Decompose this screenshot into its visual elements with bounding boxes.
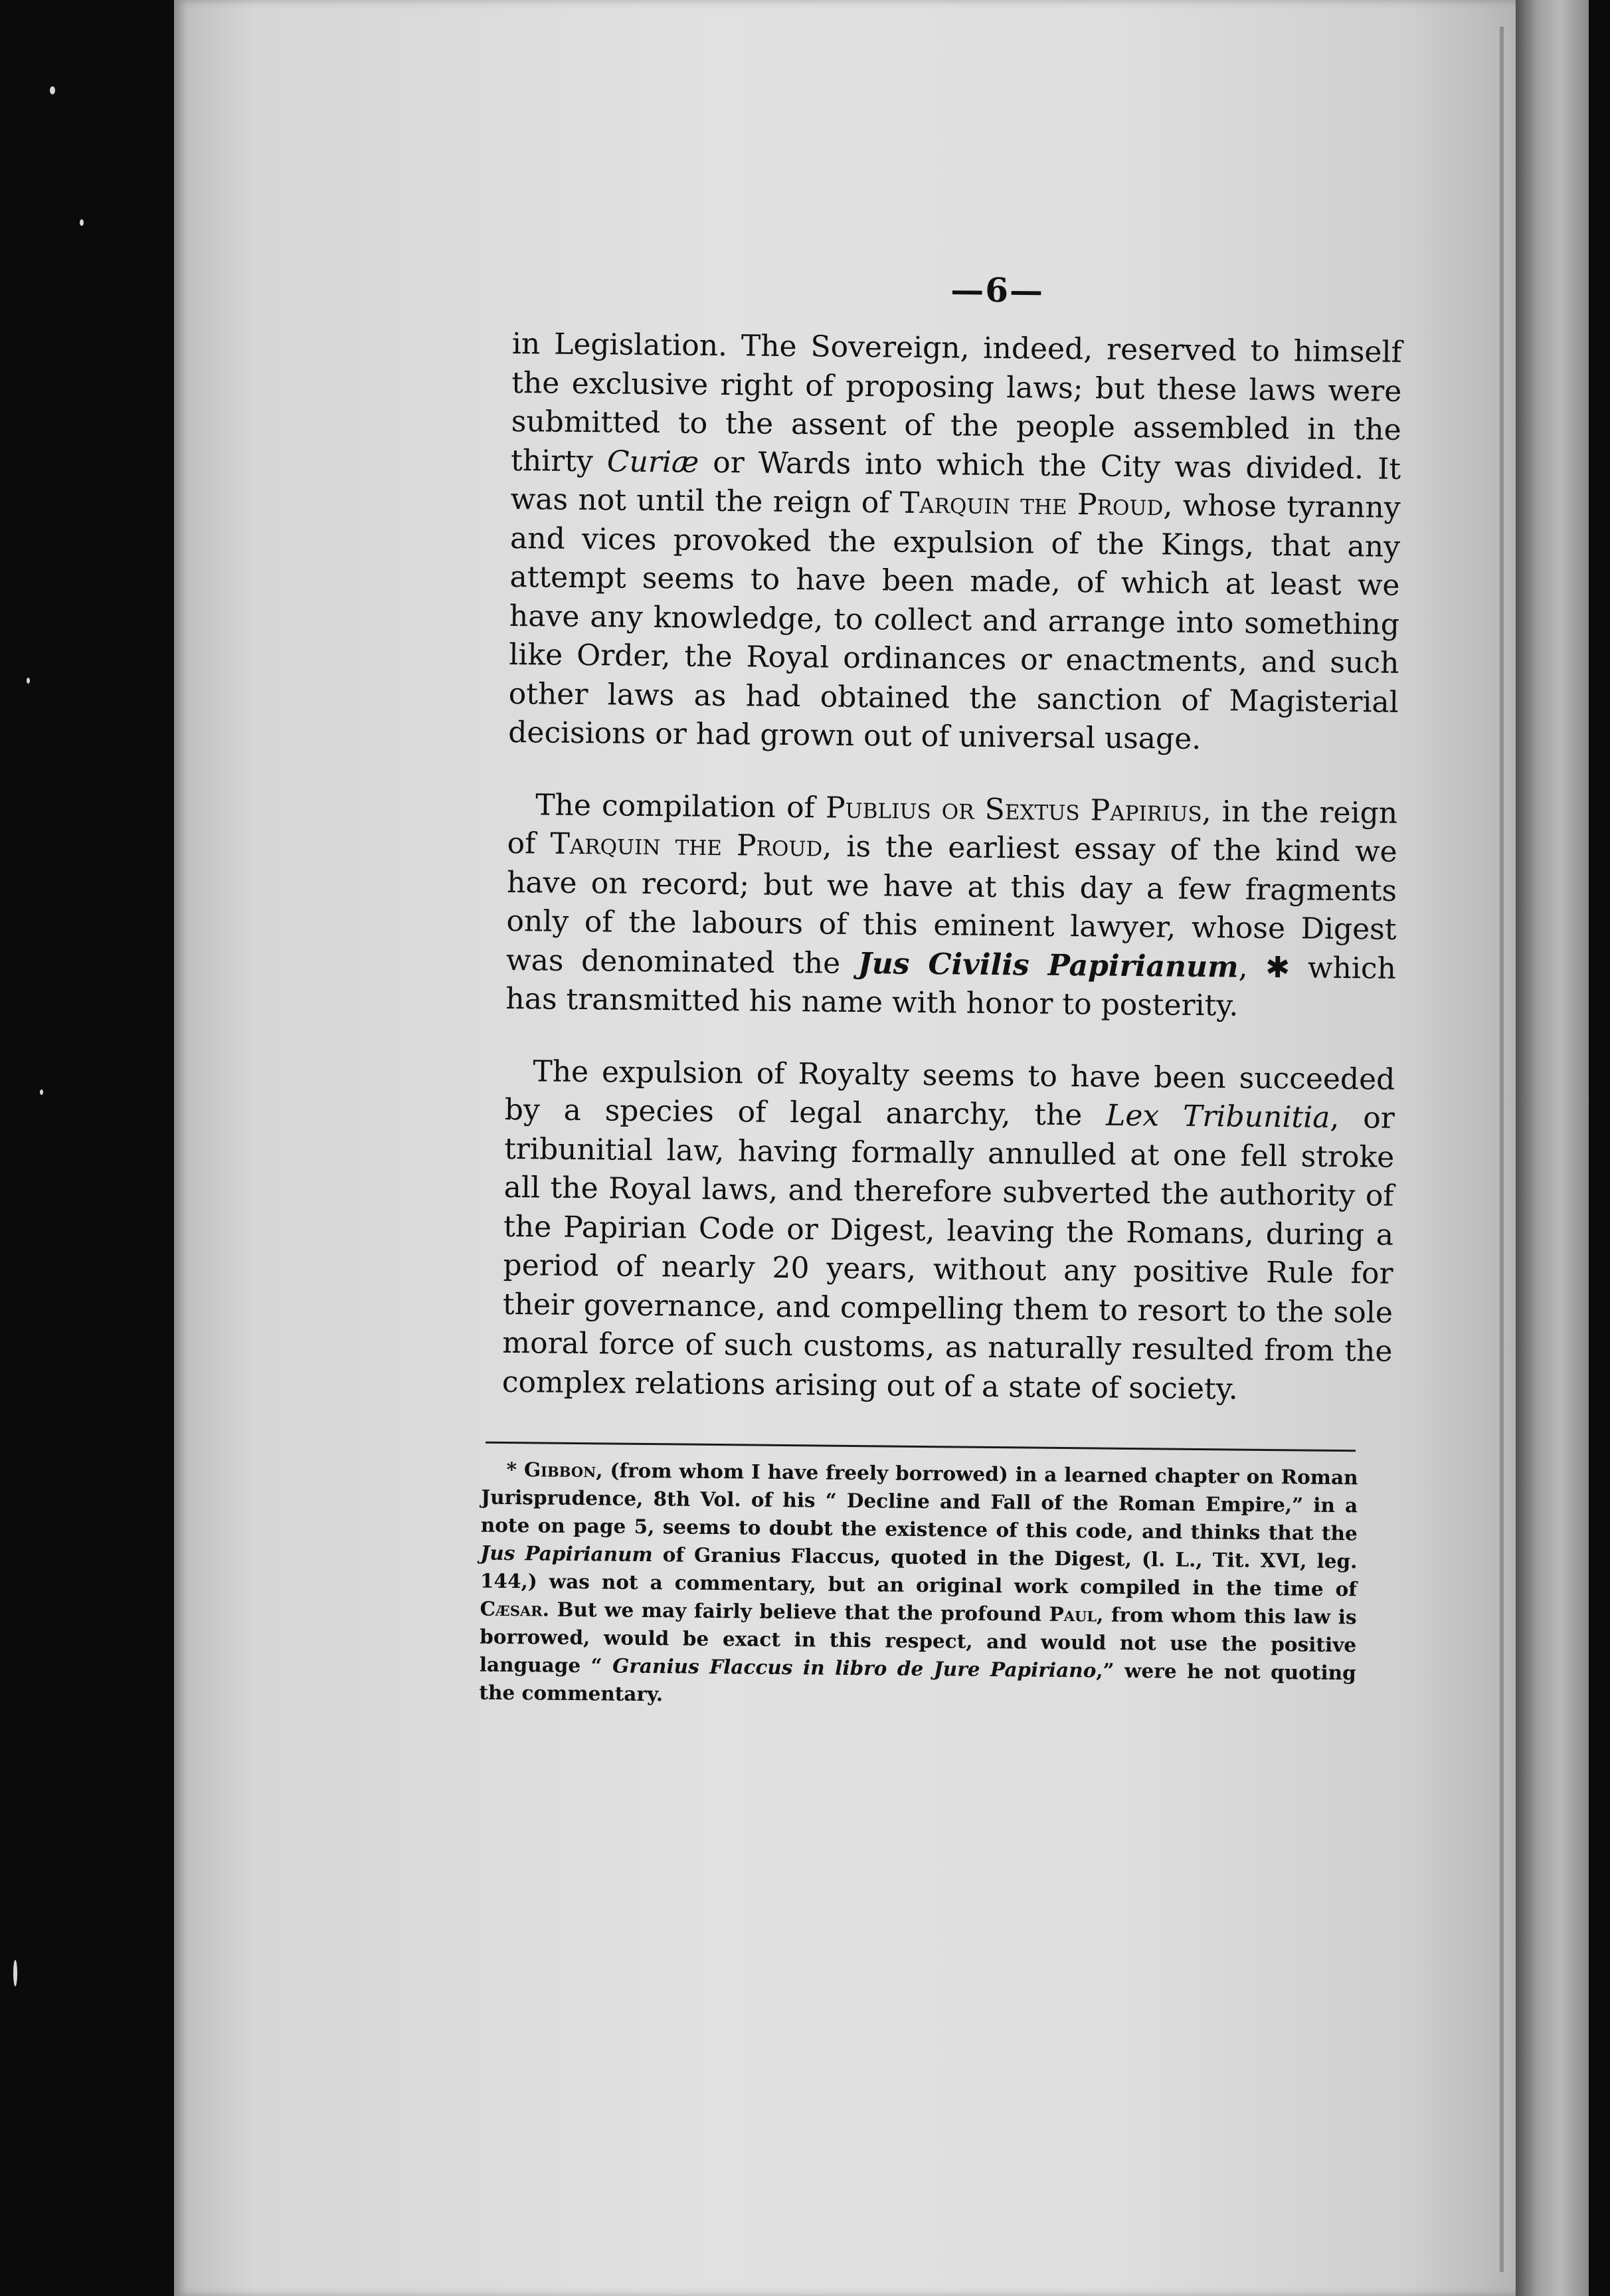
text-run-smallcaps: Tarquin the Proud [550,826,823,864]
text-run-italic: Granius Flaccus in libro de Jure Papiriano [612,1654,1097,1682]
text-run-normal: * [506,1457,525,1482]
text-run-smallcaps: Cæsar [480,1596,543,1621]
text-run-normal: , ✱ which has transmitted his name with honor to posterity. [505,950,1397,1023]
page-content [479,266,1403,1735]
binding-gutter [1500,27,1504,2272]
footnote-gibbon [479,1456,1358,1715]
text-run-normal: . But we may fairly believe that the profound [542,1597,1049,1626]
scan-speck [50,86,55,94]
text-run-smallcaps: Gibbon [523,1458,596,1482]
text-run-normal: , is the earliest essay of the kind we have on record; but we have at this day a few fragments only of the labours of this eminent lawyer, whose Digest was denominated the [505,829,1397,981]
text-run-bolditalic: Jus Civilis Papirianum [857,946,1239,985]
text-run-normal: of Granius Flaccus, quoted in the Digest, (l. L., Tit. XVI, leg. 144,) was not a commentary, but an original work compiled in the time of [480,1543,1358,1601]
scan-speck [40,1090,43,1095]
text-run-italic: Curiæ [606,444,699,480]
text-run-normal: The expulsion of Royalty seems to have been succeeded by a species of legal anarchy, the [504,1054,1395,1133]
paragraph-expulsion-of-royalty [502,1052,1395,1410]
text-run-normal: The compilation of [535,787,826,825]
paragraph-legislation [508,325,1402,761]
text-run-normal: ,” were he not quoting the commentary. [479,1658,1356,1706]
footnote-separator-rule [486,1442,1356,1452]
text-run-normal: , or tribunitial law, having formally annulled at one fell stroke all the Royal laws, and therefore subverted the authority of the Papirian Code or Digest, leaving the Romans, during a period of nearly 20 years, without any positive Rule for their governance, and compelling them to resort to the sole moral force of such customs, as naturally resulted from the complex relations arising out of a state of society. [501,1100,1395,1406]
text-run-normal: , in the reign of [507,794,1398,861]
text-run-normal: , whose tyranny and vices provoked the expulsion of the Kings, that any attempt seems to have been made, of which at least we have any knowledge, to collect and arrange into something like Order, the Royal ordinances or enactments, and such other laws as had obtained the sanction of Magisterial decisions or had grown out of universal usage. [508,488,1401,756]
scan-speck [13,1960,17,1986]
scan-speck [80,219,84,226]
paragraph-papirius-compilation [505,785,1397,1027]
text-run-normal: or Wards into which the City was divided. It was not until the reign of [510,445,1401,520]
text-run-normal: , (from whom I have freely borrowed) in a learned chapter on Roman Jurisprudence, 8th Vol. of his “ Decline and Fall of the Roman Empire,” in a note on page 5, seems to doubt the existence of this code, and thinks that the [480,1458,1358,1545]
scan-speck [27,678,30,684]
text-run-smallcaps: Tarquin the Proud [899,486,1164,523]
text-run-smallcaps: Publius or Sextus Papirius [825,791,1202,828]
text-run-normal: in Legislation. The Sovereign, indeed, reserved to himself the exclusive right of proposing laws; but these laws were submitted to the assent of the people assembled in the thirty [510,326,1403,478]
page-number: —6— [950,270,1045,310]
adjacent-page-edge [1516,0,1589,2296]
text-run-smallcaps: Paul [1049,1602,1097,1626]
text-run-normal: , from whom this law is borrowed, would be exact in this respect, and would not use the positive language “ [479,1602,1357,1677]
text-run-italic: Jus Papirianum [480,1541,653,1567]
text-run-italic: Lex Tribunitia [1105,1098,1330,1135]
